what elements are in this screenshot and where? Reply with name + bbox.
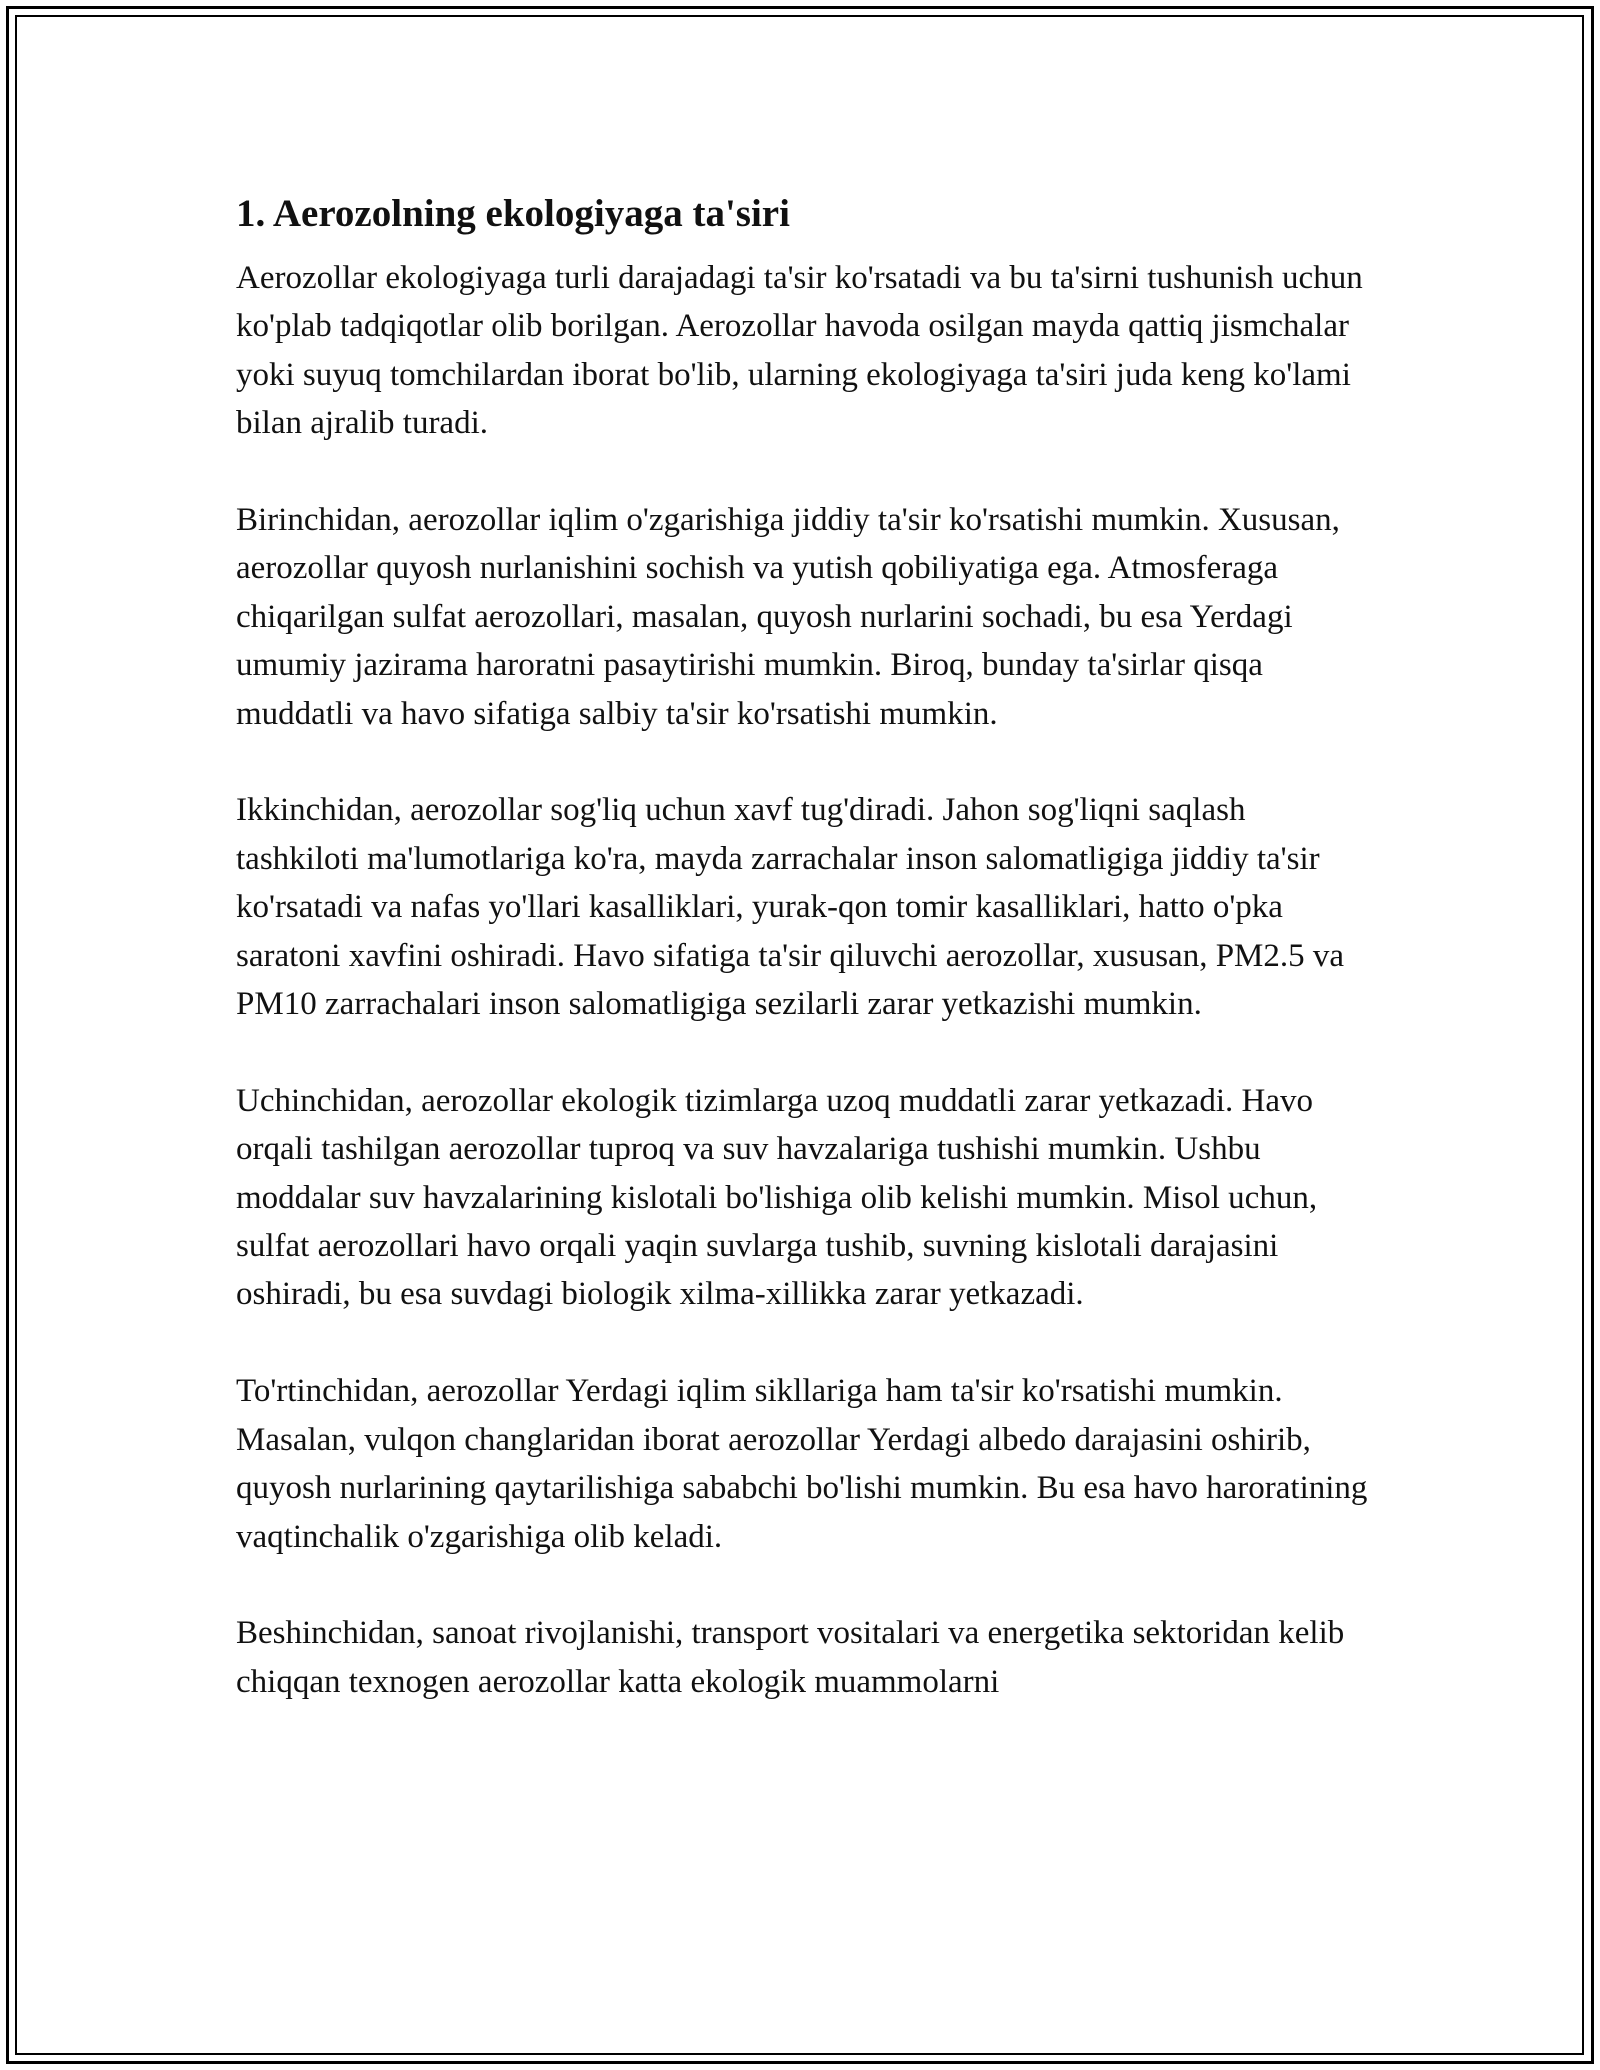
- paragraph-fifth: Beshinchidan, sanoat rivojlanishi, transport vositalari va energetika sektoridan kelib chiqqan texnogen aerozollar katta ekologik muammolarni: [236, 1615, 1345, 1700]
- paragraph-first: Birinchidan, aerozollar iqlim o'zgarishiga jiddiy ta'sir ko'rsatishi mumkin. Xususan, aerozollar quyosh nurlanishini sochish va yutish qobiliyatiga ega. Atmosferaga chiqarilgan sulfat aerozollari, masalan, quyosh nurlarini sochadi, bu esa Yerdagi umumiy jazirama haroratni pasaytirishi mumkin. Biroq, bunday ta'sirlar qisqa muddatli va havo sifatiga salbiy ta'sir ko'rsatishi mumkin.: [236, 502, 1340, 732]
- paragraph-third: Uchinchidan, aerozollar ekologik tizimlarga uzoq muddatli zarar yetkazadi. Havo orqali tashilgan aerozollar tuproq va suv havzalariga tushishi mumkin. Ushbu moddalar suv havzalarining kislotali bo'lishiga olib kelishi mumkin. Misol uchun, sulfat aerozollari havo orqali yaqin suvlarga tushib, suvning kislotali darajasini oshiradi, bu esa suvdagi biologik xilma-xillikka zarar yetkazadi.: [236, 1082, 1318, 1313]
- section-title: 1. Aerozolning ekologiyaga ta'siri: [236, 192, 790, 235]
- document-body: [236, 186, 1370, 1755]
- paragraph-second: Ikkinchidan, aerozollar sog'liq uchun xavf tug'diradi. Jahon sog'liqni saqlash tashkiloti ma'lumotlariga ko'ra, mayda zarrachalar inson salomatligiga jiddiy ta'sir ko'rsatadi va nafas yo'llari kasalliklari, yurak-qon tomir kasalliklari, hatto o'pka saratoni xavfini oshiradi. Havo sifatiga ta'sir qiluvchi aerozollar, xususan, PM2.5 va PM10 zarrachalari inson salomatligiga sezilarli zarar yetkazishi mumkin.: [236, 792, 1345, 1023]
- paragraph-intro: Aerozollar ekologiyaga turli darajadagi ta'sir ko'rsatadi va bu ta'sirni tushunish uchun ko'plab tadqiqotlar olib borilgan. Aerozollar havoda osilgan mayda qattiq jismchalar yoki suyuq tomchilardan iborat bo'lib, ularning ekologiyaga ta'siri juda keng ko'lami bilan ajralib turadi.: [236, 260, 1363, 442]
- paragraph-fourth: To'rtinchidan, aerozollar Yerdagi iqlim sikllariga ham ta'sir ko'rsatishi mumkin. Masalan, vulqon changlaridan iborat aerozollar Yerdagi albedo darajasini oshirib, quyosh nurlarining qaytarilishiga sababchi bo'lishi mumkin. Bu esa havo haroratining vaqtinchalik o'zgarishiga olib keladi.: [236, 1373, 1368, 1555]
